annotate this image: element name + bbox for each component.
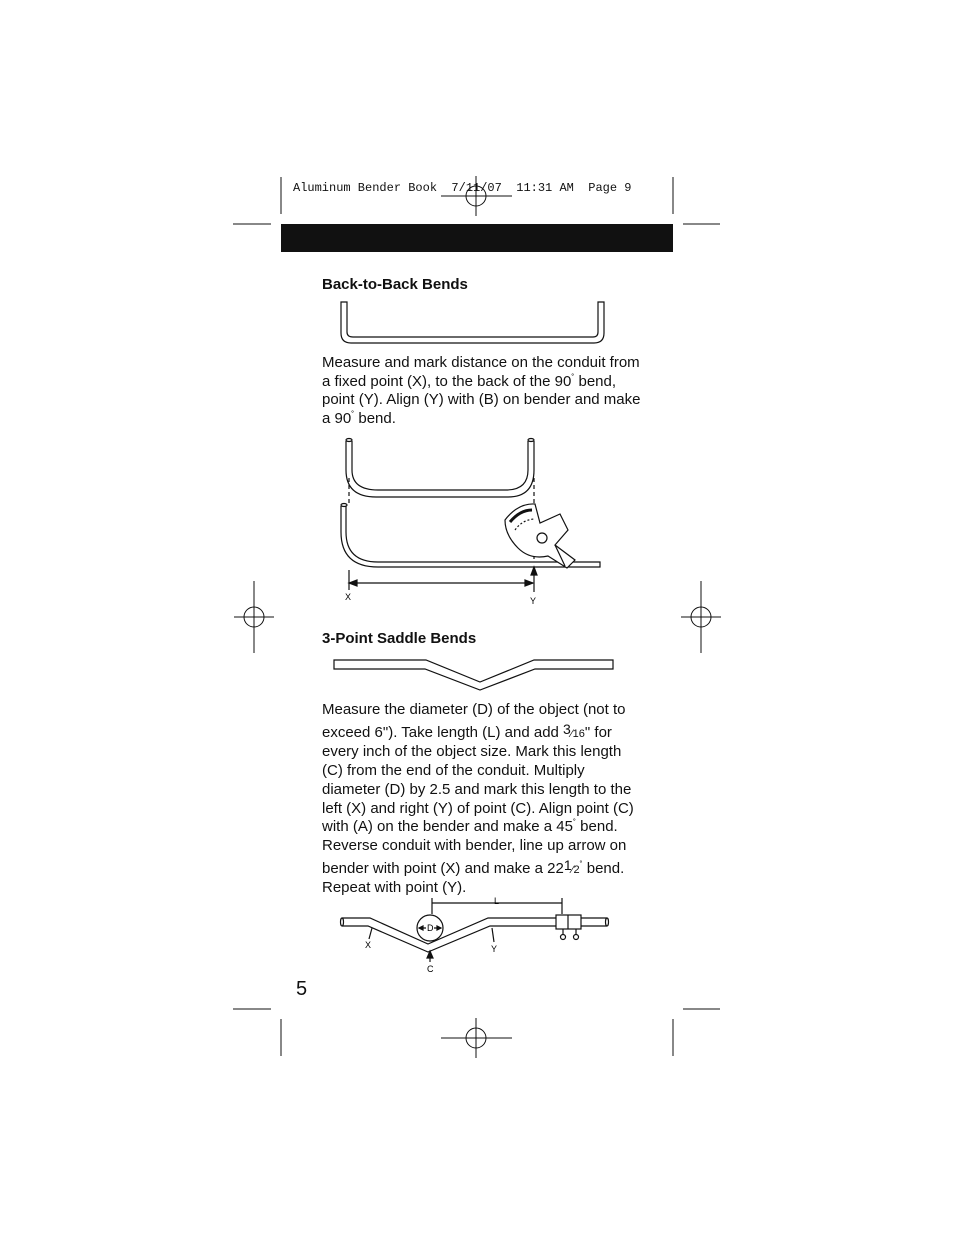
diagram2-label-l: L: [494, 896, 500, 906]
diagram1-label-y: Y: [530, 596, 537, 606]
diagram2-label-c: C: [427, 964, 434, 974]
section2-instructions: Measure the diameter (D) of the object (not to exceed 6"). Take length (L) and add 3⁄16" for every inch of the object size. Mark this length (C) from the end of the conduit. Multiply diameter (D) by 2.5 and mark this length to the left (X) and right (Y) of point (C). Align point (C) with (A) on the bender and make a 45˚ bend. Reverse conduit with bender, line up arrow on bender with point (X) and make a 221⁄2˚ bend. Repeat with point (Y).: [322, 701, 634, 897]
section1-instructions: Measure and mark distance on the conduit from a fixed point (X), to the back of the 90˚ bend, point (Y). Align (Y) with (B) on bender and make a 90˚ bend.: [322, 354, 641, 428]
print-slug-line: Aluminum Bender Book 7/11/07 11:31 AM Page 9: [293, 181, 632, 195]
diagram1-label-x: X: [345, 592, 352, 602]
section-heading-saddle: 3-Point Saddle Bends: [322, 630, 477, 647]
diagram2-label-y: Y: [491, 944, 498, 954]
diagram2-label-x: X: [365, 940, 372, 950]
section-heading-back-to-back: Back-to-Back Bends: [322, 276, 468, 293]
page-number: 5: [296, 978, 308, 1000]
diagram2-label-d: D: [427, 923, 434, 933]
